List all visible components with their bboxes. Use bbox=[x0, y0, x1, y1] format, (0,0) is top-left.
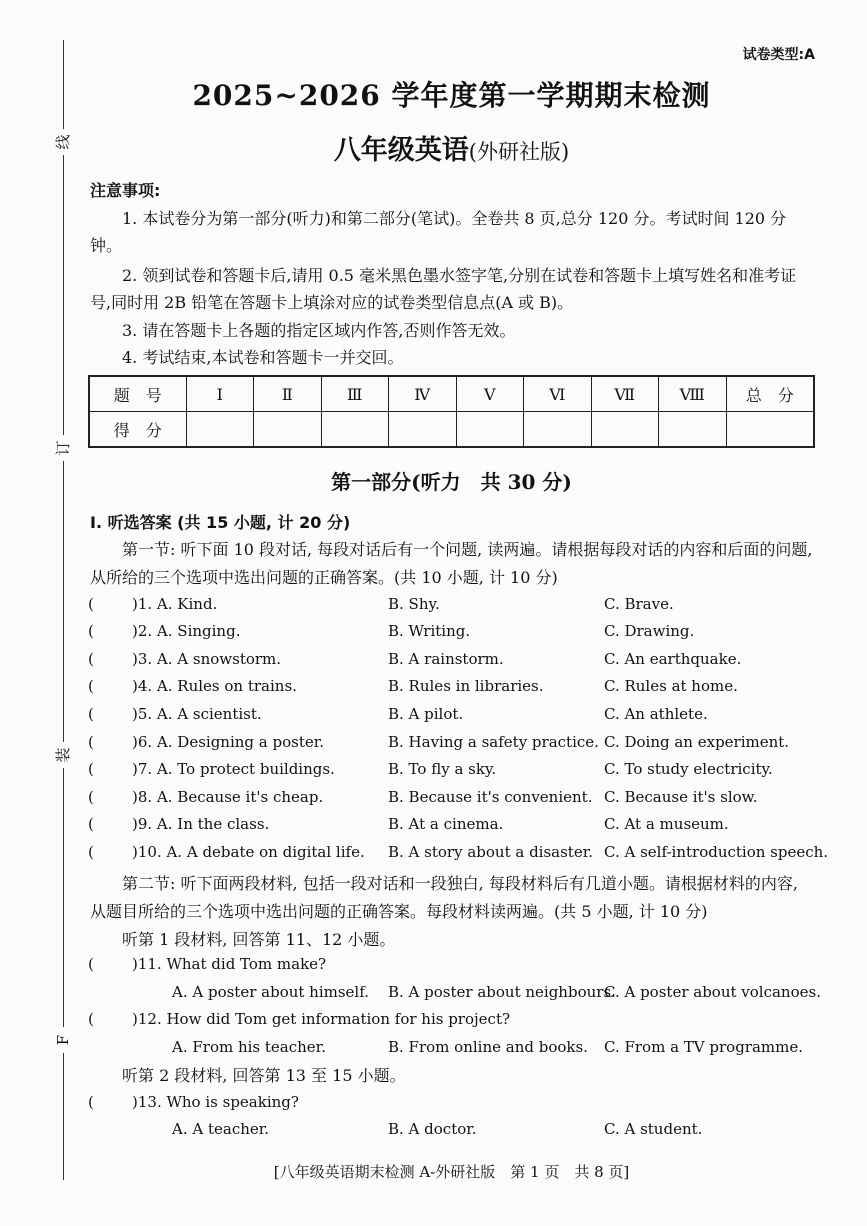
question-stem: )6. A. Designing a poster. bbox=[132, 733, 325, 751]
answer-paren: ( bbox=[88, 843, 94, 861]
option-b: B. Because it's convenient. bbox=[388, 788, 593, 806]
score-header-cell: Ⅶ bbox=[591, 376, 659, 412]
binding-char-xian: 线 bbox=[53, 129, 73, 155]
score-header-cell: Ⅱ bbox=[254, 376, 322, 412]
notice-heading: 注意事项: bbox=[90, 181, 161, 200]
notice-item: 4. 考试结束,本试卷和答题卡一并交回。 bbox=[122, 348, 404, 367]
score-table-score-row bbox=[89, 412, 814, 448]
exam-title: 2025~2026 学年度第一学期期末检测 bbox=[192, 79, 711, 112]
notice-item: 1. 本试卷分为第一部分(听力)和第二部分(笔试)。全卷共 8 页,总分 120 分。考试时间 120 分钟。 bbox=[90, 209, 787, 255]
option-b: B. Shy. bbox=[388, 595, 440, 613]
question-stem: )7. A. To protect buildings. bbox=[132, 760, 335, 778]
option-c: C. An earthquake. bbox=[604, 650, 742, 668]
score-blank-cell bbox=[321, 412, 389, 448]
option-b: B. A rainstorm. bbox=[388, 650, 504, 668]
option-c: C. To study electricity. bbox=[604, 760, 773, 778]
question-options bbox=[88, 1038, 818, 1060]
option-a: A. From his teacher. bbox=[172, 1038, 326, 1056]
question-item bbox=[88, 955, 818, 977]
question-stem: )1. A. Kind. bbox=[132, 595, 218, 613]
option-c: C. Brave. bbox=[604, 595, 674, 613]
score-header-cell: Ⅵ bbox=[524, 376, 592, 412]
subject-name: 八年级英语 bbox=[333, 135, 469, 166]
section-one-title: Ⅰ. 听选答案 (共 15 小题, 计 20 分) bbox=[90, 513, 351, 532]
score-table bbox=[88, 375, 815, 448]
binding-line bbox=[63, 40, 64, 1180]
option-c: C. At a museum. bbox=[604, 815, 729, 833]
exam-subtitle bbox=[88, 128, 815, 167]
question-stem: )4. A. Rules on trains. bbox=[132, 677, 297, 695]
option-b: B. A doctor. bbox=[388, 1120, 477, 1138]
binding-char-f: F bbox=[53, 1027, 73, 1053]
question-stem: )11. What did Tom make? bbox=[132, 955, 327, 973]
question-stem: )10. A. A debate on digital life. bbox=[132, 843, 365, 861]
score-blank-cell bbox=[524, 412, 592, 448]
score-header-cell: 总 分 bbox=[726, 376, 814, 412]
binding-char-zhuang: 装 bbox=[53, 742, 73, 768]
question-item bbox=[88, 650, 818, 672]
option-c: C. A poster about volcanoes. bbox=[604, 983, 821, 1001]
answer-paren: ( bbox=[88, 622, 94, 640]
option-a: A. A poster about himself. bbox=[172, 983, 370, 1001]
question-stem: )3. A. A snowstorm. bbox=[132, 650, 282, 668]
question-item bbox=[88, 1010, 818, 1032]
option-b: B. To fly a sky. bbox=[388, 760, 497, 778]
question-stem: )8. A. Because it's cheap. bbox=[132, 788, 324, 806]
notice-item: 2. 领到试卷和答题卡后,请用 0.5 毫米黑色墨水签字笔,分别在试卷和答题卡上填写姓名和准考证号,同时用 2B 铅笔在答题卡上填涂对应的试卷类型信息点(A 或 B)。 bbox=[90, 266, 797, 312]
option-b: B. A story about a disaster. bbox=[388, 843, 594, 861]
answer-paren: ( bbox=[88, 733, 94, 751]
section-two-instructions: 第二节: 听下面两段材料, 包括一段对话和一段独白, 每段材料后有几道小题。请根据材料的内容, 从题目所给的三个选项中选出问题的正确答案。每段材料读两遍。(共 5 小题, 计 10 分) bbox=[90, 874, 798, 921]
question-item bbox=[88, 622, 818, 644]
option-c: C. Doing an experiment. bbox=[604, 733, 790, 751]
question-item bbox=[88, 815, 818, 837]
answer-paren: ( bbox=[88, 595, 94, 613]
answer-paren: ( bbox=[88, 677, 94, 695]
score-blank-cell bbox=[726, 412, 814, 448]
question-item bbox=[88, 677, 818, 699]
binding-char-ding: 订 bbox=[53, 435, 73, 461]
question-item bbox=[88, 843, 829, 865]
score-blank-cell bbox=[254, 412, 322, 448]
answer-paren: ( bbox=[88, 1010, 94, 1028]
question-stem: )9. A. In the class. bbox=[132, 815, 270, 833]
answer-paren: ( bbox=[88, 650, 94, 668]
score-blank-cell bbox=[456, 412, 524, 448]
answer-paren: ( bbox=[88, 788, 94, 806]
question-item bbox=[88, 733, 818, 755]
score-header-cell: 题 号 bbox=[89, 376, 186, 412]
score-row-label: 得 分 bbox=[89, 412, 186, 448]
score-header-cell: Ⅲ bbox=[321, 376, 389, 412]
score-blank-cell bbox=[389, 412, 457, 448]
option-c: C. An athlete. bbox=[604, 705, 708, 723]
answer-paren: ( bbox=[88, 815, 94, 833]
edition-name: (外研社版) bbox=[468, 140, 570, 164]
score-blank-cell bbox=[186, 412, 254, 448]
score-header-cell: Ⅰ bbox=[186, 376, 254, 412]
option-c: C. Drawing. bbox=[604, 622, 695, 640]
question-options bbox=[88, 1120, 818, 1142]
option-b: B. A poster about neighbours. bbox=[388, 983, 616, 1001]
option-c: C. From a TV programme. bbox=[604, 1038, 804, 1056]
question-stem: )12. How did Tom get information for his project? bbox=[132, 1010, 511, 1028]
question-stem: )5. A. A scientist. bbox=[132, 705, 262, 723]
option-b: B. Rules in libraries. bbox=[388, 677, 544, 695]
question-item bbox=[88, 1093, 818, 1115]
option-a: A. A teacher. bbox=[172, 1120, 270, 1138]
answer-paren: ( bbox=[88, 760, 94, 778]
material-one-label: 听第 1 段材料, 回答第 11、12 小题。 bbox=[122, 930, 396, 949]
material-two-label: 听第 2 段材料, 回答第 13 至 15 小题。 bbox=[122, 1066, 406, 1085]
score-header-cell: Ⅳ bbox=[389, 376, 457, 412]
question-item bbox=[88, 760, 818, 782]
option-b: B. From online and books. bbox=[388, 1038, 588, 1056]
option-c: C. Rules at home. bbox=[604, 677, 738, 695]
question-item bbox=[88, 788, 818, 810]
score-header-cell: Ⅷ bbox=[659, 376, 727, 412]
question-stem: )2. A. Singing. bbox=[132, 622, 241, 640]
answer-paren: ( bbox=[88, 705, 94, 723]
score-header-cell: Ⅴ bbox=[456, 376, 524, 412]
option-b: B. Writing. bbox=[388, 622, 471, 640]
page-footer: [八年级英语期末检测 A-外研社版 第 1 页 共 8 页] bbox=[273, 1163, 630, 1181]
option-c: C. A student. bbox=[604, 1120, 703, 1138]
option-c: C. A self-introduction speech. bbox=[604, 843, 829, 861]
score-blank-cell bbox=[591, 412, 659, 448]
option-c: C. Because it's slow. bbox=[604, 788, 758, 806]
score-blank-cell bbox=[659, 412, 727, 448]
answer-paren: ( bbox=[88, 955, 94, 973]
answer-paren: ( bbox=[88, 1093, 94, 1111]
notice-item: 3. 请在答题卡上各题的指定区域内作答,否则作答无效。 bbox=[122, 321, 516, 340]
question-options bbox=[88, 983, 821, 1005]
question-item bbox=[88, 595, 818, 617]
part-one-title: 第一部分(听力 共 30 分) bbox=[331, 470, 572, 494]
section-one-instructions: 第一节: 听下面 10 段对话, 每段对话后有一个问题, 读两遍。请根据每段对话的内容和后面的问题, 从所给的三个选项中选出问题的正确答案。(共 10 小题, 计 10 分) bbox=[90, 540, 813, 587]
option-b: B. At a cinema. bbox=[388, 815, 504, 833]
paper-type-label: 试卷类型:A bbox=[742, 47, 815, 63]
question-item bbox=[88, 705, 818, 727]
option-b: B. Having a safety practice. bbox=[388, 733, 599, 751]
score-table-header-row bbox=[89, 376, 814, 412]
question-stem: )13. Who is speaking? bbox=[132, 1093, 299, 1111]
option-b: B. A pilot. bbox=[388, 705, 464, 723]
